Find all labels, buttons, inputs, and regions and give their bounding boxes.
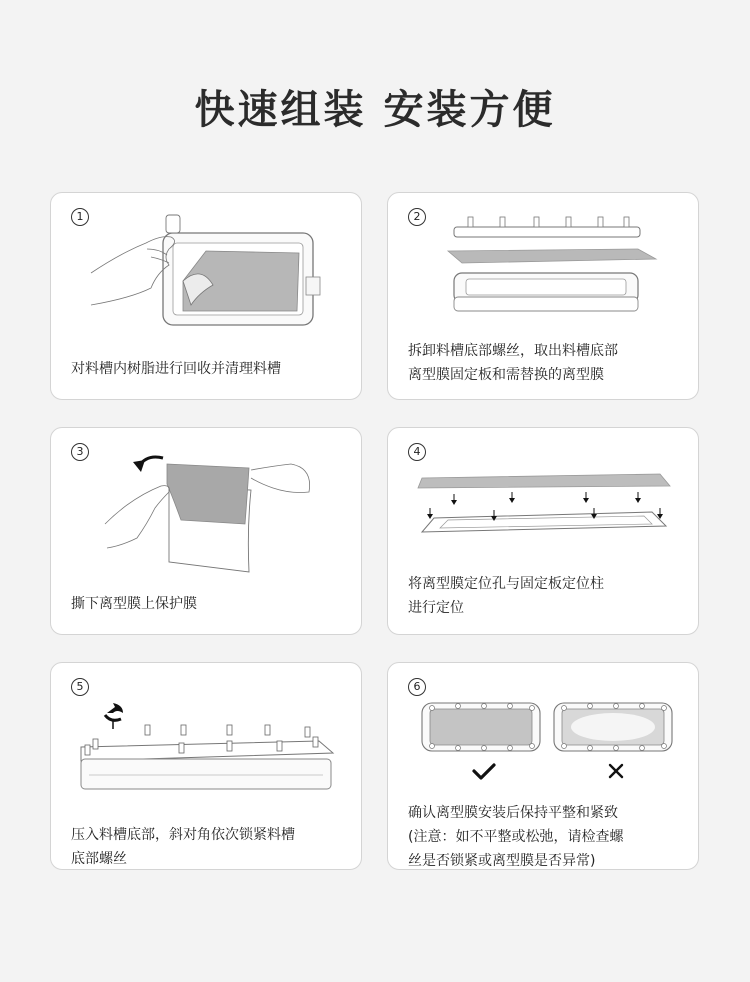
step-text-3: 撕下离型膜上保护膜 bbox=[71, 596, 197, 612]
disassembly-illustration bbox=[388, 193, 699, 333]
step-text-1: 对料槽内树脂进行回收并清理料槽 bbox=[71, 361, 281, 377]
step-text-6: 确认离型膜安装后保持平整和紧致 (注意：如不平整或松弛，请检查螺 丝是否锁紧或离型膜是否异常) bbox=[408, 805, 624, 869]
resin-vat-cleaning-illustration bbox=[51, 193, 362, 333]
step-number-2: 2 bbox=[408, 208, 426, 226]
peel-protective-film-illustration bbox=[51, 428, 362, 588]
screw-rotate-icon bbox=[105, 703, 123, 729]
check-icon bbox=[474, 765, 494, 778]
step-number-3: 3 bbox=[71, 443, 89, 461]
step-number-1: 1 bbox=[71, 208, 89, 226]
step-card-4 bbox=[387, 427, 699, 635]
step-card-5 bbox=[50, 662, 362, 870]
step-number-6: 6 bbox=[408, 678, 426, 696]
step-text-5: 压入料槽底部，斜对角依次锁紧料槽 底部螺丝 bbox=[71, 827, 295, 867]
page-title: 快速组装 安装方便 bbox=[194, 87, 556, 133]
step-number-4: 4 bbox=[408, 443, 426, 461]
step-card-6 bbox=[387, 662, 699, 870]
positioning-illustration bbox=[388, 428, 699, 568]
cross-icon bbox=[610, 765, 622, 777]
film-check-illustration bbox=[388, 663, 699, 803]
press-and-tighten-illustration bbox=[51, 663, 362, 803]
step-card-3 bbox=[50, 427, 362, 635]
step-card-1 bbox=[50, 192, 362, 400]
step-number-5: 5 bbox=[71, 678, 89, 696]
step-text-2: 拆卸料槽底部螺丝，取出料槽底部 离型膜固定板和需替换的离型膜 bbox=[408, 343, 618, 383]
step-text-4: 将离型膜定位孔与固定板定位柱 进行定位 bbox=[408, 576, 604, 616]
step-card-2 bbox=[387, 192, 699, 400]
